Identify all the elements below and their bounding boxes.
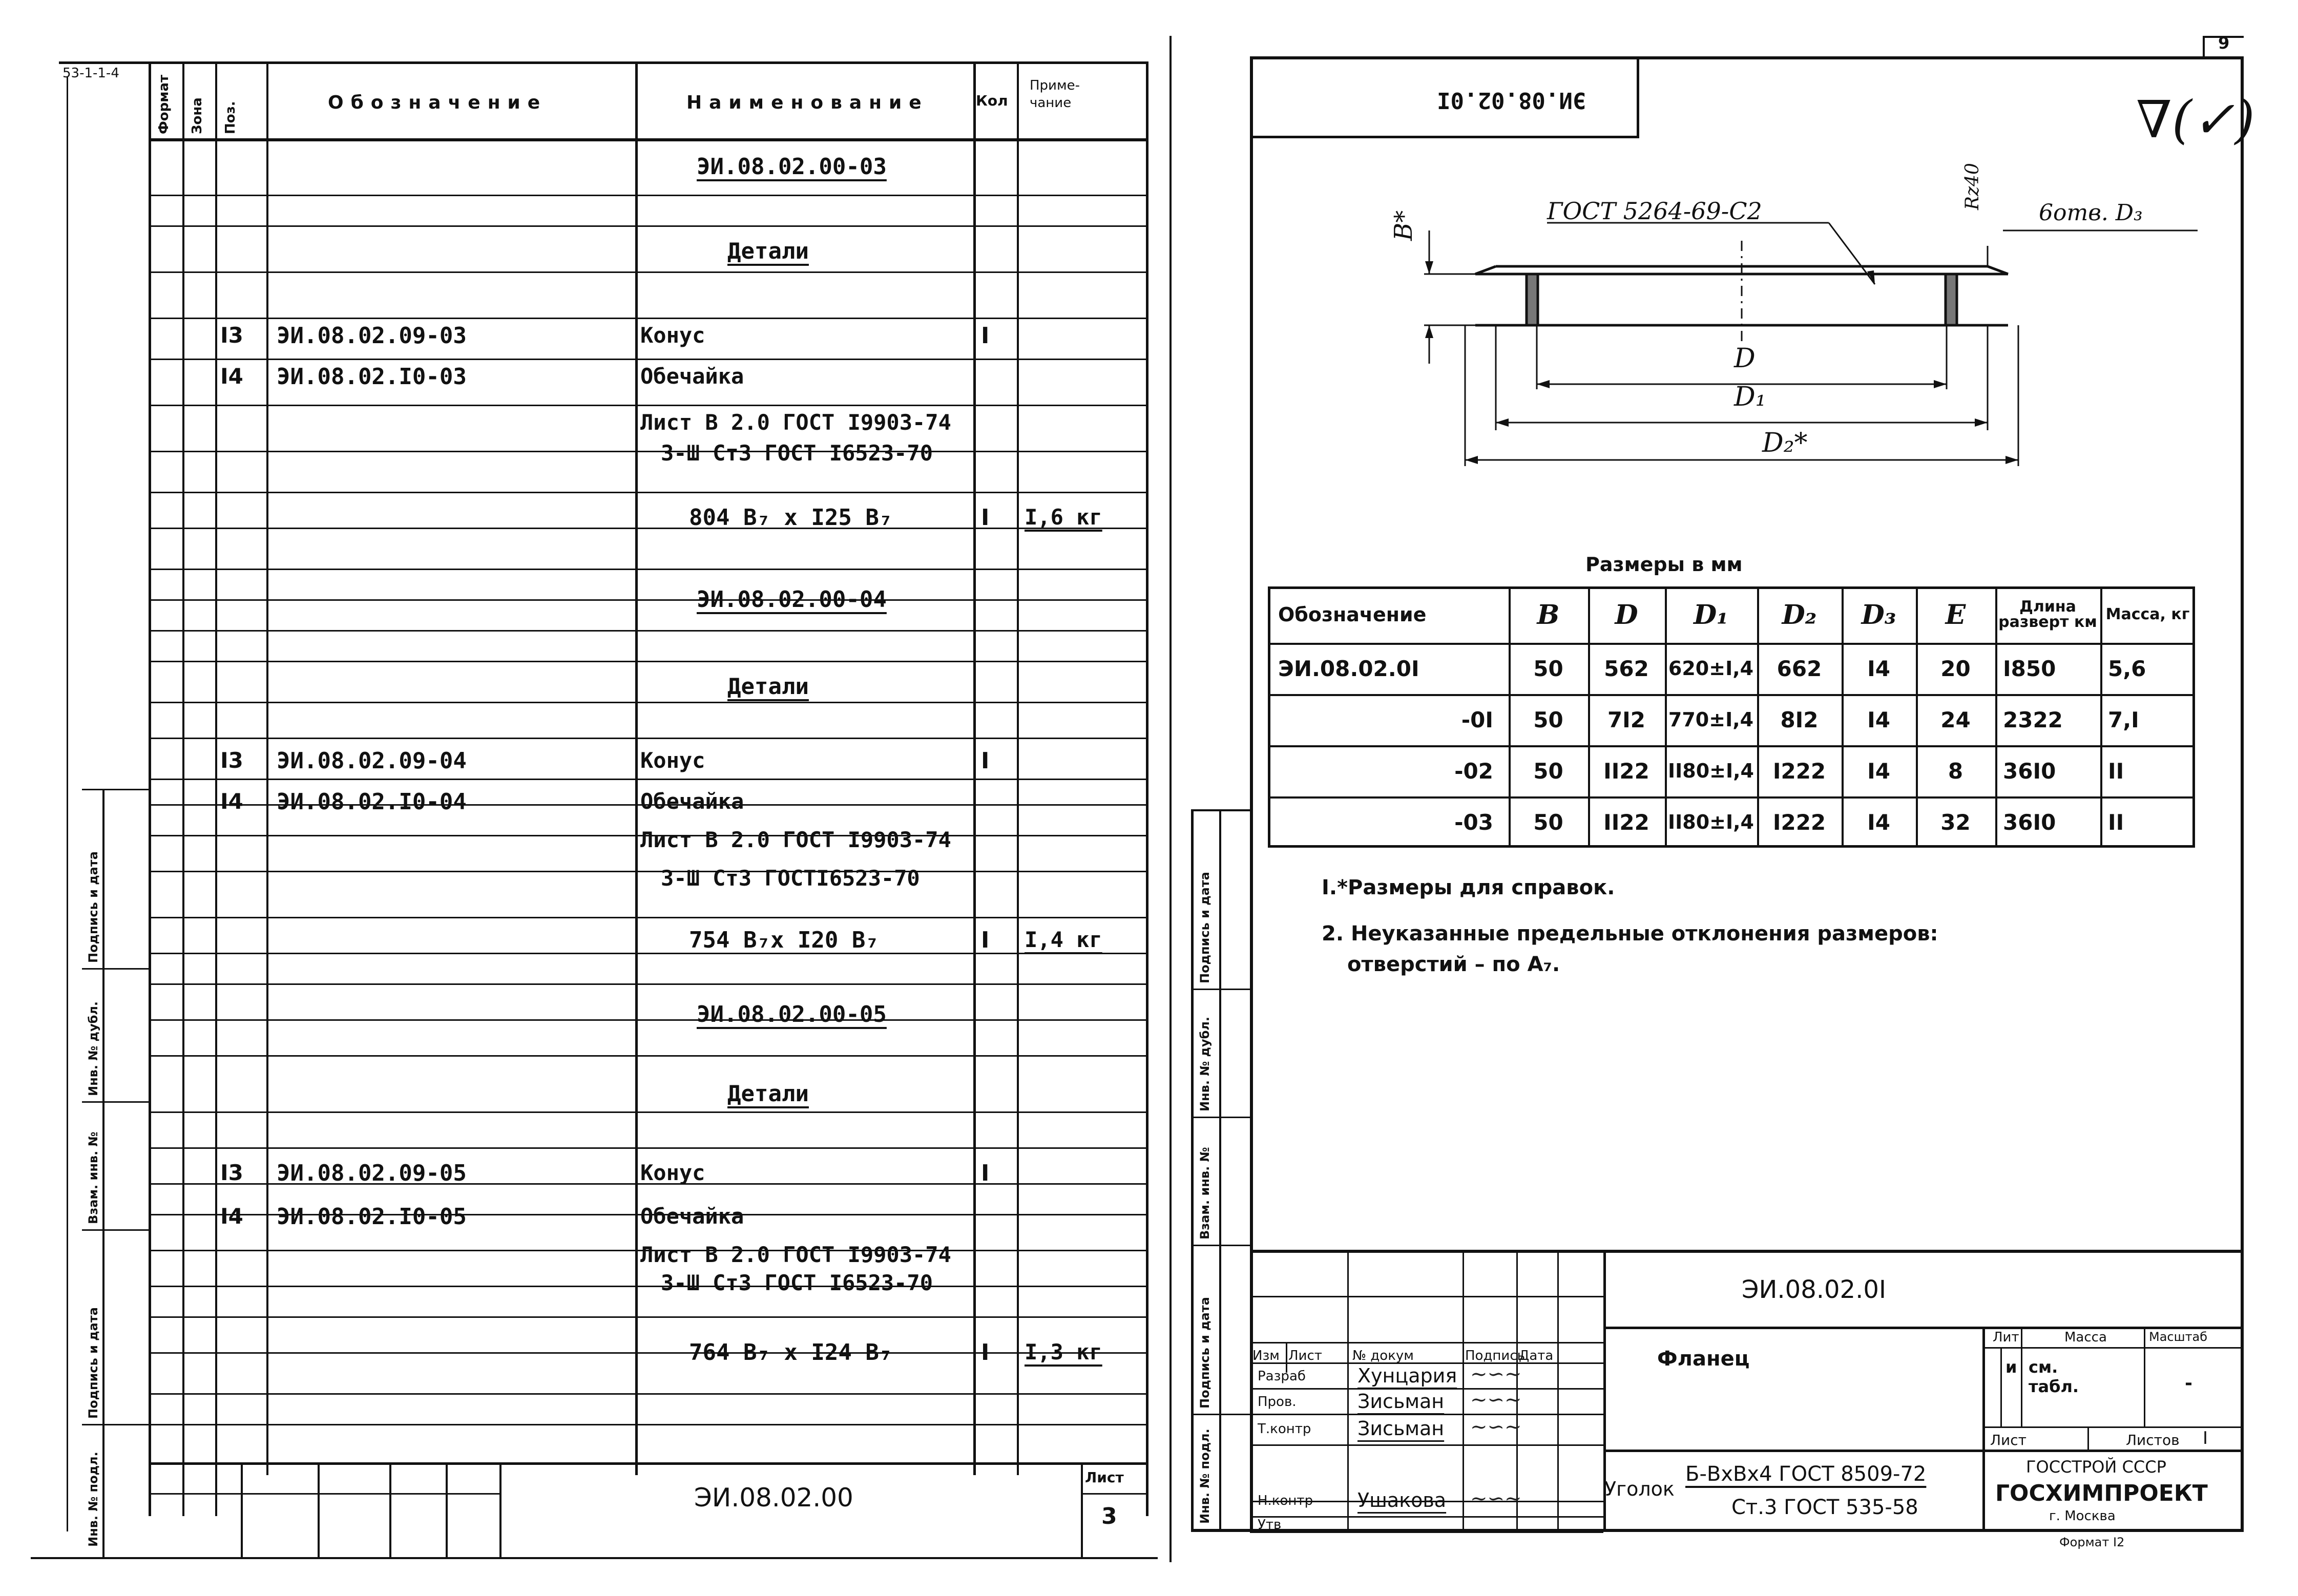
table-cell: 36I0 bbox=[2003, 809, 2056, 835]
footer-col-1 bbox=[241, 1462, 243, 1557]
row-pos: I4 bbox=[220, 789, 243, 814]
row-name: Конус bbox=[640, 748, 705, 773]
footer-col-3 bbox=[389, 1462, 391, 1557]
table-header-cell: B bbox=[1537, 599, 1560, 631]
footer-sheet-no: 3 bbox=[1101, 1503, 1117, 1529]
margin-label-5: Инв. № подл. bbox=[86, 1452, 100, 1547]
designation-col-line bbox=[635, 61, 638, 1475]
row-separator bbox=[149, 871, 1147, 872]
row-qty: I bbox=[981, 927, 990, 953]
page-no-left bbox=[2203, 36, 2205, 58]
row-name: 764 B₇ x I24 B₇ bbox=[689, 1339, 893, 1366]
table-header-cell: Масса, кг bbox=[2105, 605, 2190, 623]
tb-top bbox=[1250, 1250, 2244, 1253]
table-cell: II bbox=[2108, 758, 2124, 784]
sig-role: Разраб bbox=[1258, 1369, 1306, 1384]
tb-code-bottom bbox=[1603, 1327, 2244, 1329]
tb-org-line3: г. Москва bbox=[2049, 1508, 2116, 1524]
left-edge-line bbox=[67, 77, 68, 1531]
row-separator bbox=[149, 1019, 1147, 1021]
sig-row-line bbox=[1250, 1388, 1603, 1390]
row-name: Обечайка bbox=[640, 364, 744, 389]
weld-note: ГОСТ 5264-69-С2 bbox=[1547, 197, 1762, 225]
margin-label-1: Подпись и дата bbox=[86, 851, 100, 963]
row-separator bbox=[149, 661, 1147, 662]
format-col-line bbox=[149, 61, 151, 1516]
sig-row-line bbox=[1250, 1444, 1603, 1446]
row-separator bbox=[149, 195, 1147, 196]
tb-sheets-label: Листов bbox=[2126, 1432, 2180, 1448]
row-section-title: Детали bbox=[727, 238, 809, 264]
row-pos: I3 bbox=[220, 748, 243, 773]
tb-designation: ЭИ.08.02.0I bbox=[1742, 1275, 1887, 1304]
rmargin-line-5 bbox=[1191, 1414, 1250, 1415]
table-cell: II bbox=[2108, 809, 2124, 835]
fold-line bbox=[1169, 36, 1172, 1562]
tb-right-split bbox=[1982, 1327, 1985, 1531]
rframe-right bbox=[2241, 56, 2244, 1531]
table-cell: 50 bbox=[1533, 707, 1563, 732]
row-separator bbox=[149, 1424, 1147, 1425]
row-section-title: Детали bbox=[727, 1081, 809, 1107]
row-separator bbox=[149, 1286, 1147, 1287]
row-pos: I4 bbox=[220, 1204, 243, 1229]
table-cell: I222 bbox=[1772, 809, 1826, 835]
dim-b: B* bbox=[1389, 210, 1418, 241]
row-note: I,4 кг bbox=[1025, 927, 1102, 952]
tb-name-bottom bbox=[1603, 1450, 2244, 1452]
row-separator bbox=[149, 599, 1147, 601]
dim-d2: D₂* bbox=[1762, 428, 1808, 458]
row-name: Обечайка bbox=[640, 1204, 744, 1229]
row-separator bbox=[149, 983, 1147, 985]
table-cell: 5,6 bbox=[2108, 656, 2146, 681]
row-name: Лист В 2.0 ГОСТ I9903-74 bbox=[640, 410, 951, 435]
row-separator bbox=[149, 953, 1147, 954]
tb-lit-col2 bbox=[2021, 1327, 2022, 1426]
code-box-right bbox=[1637, 56, 1639, 138]
table-header-cell: D bbox=[1615, 599, 1638, 631]
sig-role: Пров. bbox=[1258, 1394, 1297, 1410]
rmargin-label-4: Подпись и дата bbox=[1198, 1297, 1212, 1409]
table-cell: I222 bbox=[1772, 758, 1826, 784]
corner-stamp: 53-1-1-4 bbox=[62, 66, 119, 81]
header-zone: Зона bbox=[190, 97, 205, 134]
row-separator bbox=[149, 702, 1147, 703]
row-separator bbox=[149, 225, 1147, 227]
sig-person-name: Хунцария bbox=[1357, 1364, 1457, 1387]
row-separator bbox=[149, 1055, 1147, 1057]
table-cell: -0I bbox=[1461, 707, 1493, 732]
sig-row-line bbox=[1250, 1296, 1603, 1297]
header-name: Наименование bbox=[686, 92, 929, 113]
row-designation: ЭИ.08.02.09-05 bbox=[277, 1160, 467, 1186]
footer-col-6 bbox=[1081, 1462, 1083, 1557]
row-pos: I3 bbox=[220, 1160, 243, 1185]
row-separator bbox=[149, 492, 1147, 493]
tb-scale-value: - bbox=[2185, 1373, 2192, 1394]
note-1: I.*Размеры для справок. bbox=[1322, 876, 1615, 899]
tb-material-prefix: Уголок bbox=[1604, 1478, 1675, 1500]
signature-scribble: ~∽~ bbox=[1470, 1415, 1522, 1439]
dimensions-table bbox=[1268, 586, 2226, 843]
rmargin-outer bbox=[1191, 809, 1194, 1531]
row-name: 754 B₇x I20 B₇ bbox=[689, 927, 879, 953]
rframe-top bbox=[1250, 56, 2244, 59]
sig-col-header: Подпись bbox=[1465, 1348, 1525, 1363]
qty-col-line bbox=[1017, 61, 1019, 1475]
header-pos: Поз. bbox=[223, 101, 238, 134]
margin-line-4 bbox=[82, 1229, 149, 1231]
table-header-cell: D₂ bbox=[1782, 599, 1817, 631]
margin-line-5 bbox=[82, 1424, 149, 1425]
table-header-cell: Длина разверт км bbox=[1998, 598, 2097, 631]
code-box-bottom bbox=[1250, 136, 1639, 138]
frame-right-line bbox=[1146, 61, 1148, 1516]
table-caption: Размеры в мм bbox=[1585, 553, 1743, 576]
note-2: 2. Неуказанные предельные отклонения размеров: bbox=[1322, 922, 1938, 946]
rmargin-label-2: Инв. № дубл. bbox=[1198, 1016, 1212, 1111]
table-header-cell: Обозначение bbox=[1278, 603, 1427, 626]
tb-lit-col1 bbox=[2000, 1347, 2002, 1426]
table-cell: -02 bbox=[1454, 758, 1493, 784]
table-cell: 662 bbox=[1777, 656, 1822, 681]
table-cell: 50 bbox=[1533, 656, 1563, 681]
table-cell: I4 bbox=[1867, 656, 1890, 681]
sig-row-line bbox=[1250, 1516, 1603, 1518]
row-name: 3-Ш Ст3 ГОСТI6523-70 bbox=[661, 866, 920, 891]
row-pos: I4 bbox=[220, 364, 243, 389]
tb-lit-value: и bbox=[2005, 1357, 2017, 1377]
footer-designation: ЭИ.08.02.00 bbox=[694, 1483, 853, 1513]
sig-person-name: Ушакова bbox=[1357, 1489, 1447, 1511]
hole-note: 6отв. D₃ bbox=[2039, 200, 2143, 226]
roughness-icon: ∇(✓) bbox=[2136, 90, 2255, 150]
table-cell: 770±I,4 bbox=[1668, 708, 1754, 731]
row-designation: ЭИ.08.02.I0-03 bbox=[277, 364, 467, 390]
pos-col-line bbox=[215, 61, 217, 1516]
header-note: Приме- чание bbox=[1030, 78, 1080, 111]
margin-label-3: Взам. инв. № bbox=[86, 1131, 100, 1224]
table-cell: 7I2 bbox=[1607, 707, 1646, 732]
tb-org-line2: ГОСХИМПРОЕКТ bbox=[1995, 1480, 2208, 1506]
row-group-title: ЭИ.08.02.00-03 bbox=[697, 154, 887, 180]
tb-sheets-col bbox=[2087, 1426, 2089, 1450]
margin-line-3 bbox=[82, 1101, 149, 1103]
table-cell: I4 bbox=[1867, 707, 1890, 732]
row-name: Лист В 2.0 ГОСТ I9903-74 bbox=[640, 827, 951, 852]
signature-scribble: ~∽~ bbox=[1470, 1362, 1522, 1386]
sig-col-line bbox=[1463, 1250, 1464, 1531]
sig-col-line bbox=[1557, 1250, 1559, 1531]
sig-col-line bbox=[1286, 1342, 1287, 1373]
row-name: Лист В 2.0 ГОСТ I9903-74 bbox=[640, 1242, 951, 1267]
table-cell: ЭИ.08.02.0I bbox=[1278, 656, 1419, 681]
row-designation: ЭИ.08.02.09-03 bbox=[277, 323, 467, 349]
row-separator bbox=[149, 528, 1147, 529]
sig-role: Н.контр bbox=[1258, 1493, 1313, 1508]
row-separator bbox=[149, 1352, 1147, 1354]
table-cell: II80±I,4 bbox=[1667, 811, 1754, 833]
rmargin-line-2 bbox=[1191, 989, 1250, 990]
row-qty: I bbox=[981, 1339, 990, 1366]
sig-role: Т.контр bbox=[1258, 1421, 1311, 1437]
row-separator bbox=[149, 359, 1147, 360]
row-designation: ЭИ.08.02.I0-05 bbox=[277, 1204, 467, 1230]
sig-col-header: Изм bbox=[1252, 1348, 1280, 1363]
zone-col-line bbox=[182, 61, 184, 1516]
margin-line-1 bbox=[82, 789, 149, 790]
row-separator bbox=[149, 318, 1147, 319]
row-name: 3-Ш Ст3 ГОСТ I6523-70 bbox=[661, 440, 933, 466]
roughness-local: Rz40 bbox=[1962, 163, 1983, 210]
table-cell: 50 bbox=[1533, 809, 1563, 835]
pos-right-line bbox=[266, 61, 268, 1475]
table-cell: 32 bbox=[1940, 809, 1971, 835]
footer-sheet-line bbox=[1081, 1493, 1147, 1495]
tb-lit-col3 bbox=[2144, 1327, 2145, 1426]
row-name: 804 B₇ x I25 B₇ bbox=[689, 505, 893, 531]
table-cell: II22 bbox=[1603, 758, 1649, 784]
tb-part-name: Фланец bbox=[1657, 1347, 1750, 1371]
table-cell: 7,I bbox=[2108, 707, 2139, 732]
tb-sheet-label: Лист bbox=[1990, 1432, 2027, 1448]
tb-format: Формат I2 bbox=[2059, 1535, 2125, 1549]
row-note: I,6 кг bbox=[1025, 505, 1102, 530]
tb-lit-label: Лит bbox=[1993, 1330, 2019, 1345]
sig-person-name: Зисьман bbox=[1357, 1390, 1445, 1413]
table-cell: 8I2 bbox=[1780, 707, 1819, 732]
rmargin-line-4 bbox=[1191, 1245, 1250, 1246]
row-separator bbox=[149, 1393, 1147, 1395]
sig-row-line bbox=[1250, 1414, 1603, 1415]
tb-scale-label: Масштаб bbox=[2149, 1330, 2208, 1344]
tb-mass-label: Масса bbox=[2064, 1330, 2107, 1345]
margin-label-2: Инв. № дубл. bbox=[86, 1001, 100, 1096]
row-name: Конус bbox=[640, 323, 705, 348]
row-separator bbox=[149, 630, 1147, 632]
table-cell: I4 bbox=[1867, 809, 1890, 835]
table-cell: -03 bbox=[1454, 809, 1493, 835]
signature-scribble: ~∽~ bbox=[1470, 1388, 1522, 1412]
table-cell: 620±I,4 bbox=[1668, 657, 1754, 680]
name-col-line bbox=[973, 61, 976, 1475]
row-separator bbox=[149, 1316, 1147, 1318]
row-separator bbox=[149, 271, 1147, 273]
header-qty: Кол bbox=[976, 92, 1008, 109]
tb-sheets-value: I bbox=[2203, 1428, 2208, 1448]
header-bottom-line bbox=[149, 138, 1147, 141]
table-cell: 50 bbox=[1533, 758, 1563, 784]
header-designation: Обозначение bbox=[328, 92, 548, 113]
table-header-cell: E bbox=[1945, 599, 1966, 631]
dim-d1: D₁ bbox=[1734, 382, 1766, 412]
header-format: Формат bbox=[156, 74, 172, 134]
rmargin-label-5: Инв. № подл. bbox=[1198, 1429, 1212, 1524]
rmargin-label-1: Подпись и дата bbox=[1198, 872, 1212, 983]
row-name: Конус bbox=[640, 1160, 705, 1185]
sig-row-line bbox=[1250, 1531, 1603, 1533]
row-separator bbox=[149, 451, 1147, 452]
table-cell: 8 bbox=[1948, 758, 1963, 784]
row-designation: ЭИ.08.02.09-04 bbox=[277, 748, 467, 774]
tb-material-top: Б-ВхВх4 ГОСТ 8509-72 bbox=[1685, 1462, 1927, 1486]
rmargin-label-3: Взам. инв. № bbox=[1198, 1147, 1212, 1240]
table-header-cell: D₃ bbox=[1861, 599, 1896, 631]
table-cell: II22 bbox=[1603, 809, 1649, 835]
table-cell: 2322 bbox=[2003, 707, 2063, 732]
footer-col-2 bbox=[318, 1462, 320, 1557]
row-qty: I bbox=[981, 323, 990, 349]
table-cell: 562 bbox=[1604, 656, 1649, 681]
row-qty: I bbox=[981, 1160, 990, 1186]
sig-role: Утв bbox=[1258, 1517, 1282, 1532]
tb-org-line1: ГОССТРОЙ СССР bbox=[2026, 1457, 2166, 1477]
row-separator bbox=[149, 779, 1147, 780]
sig-person-name: Зисьман bbox=[1357, 1417, 1445, 1440]
row-qty: I bbox=[981, 748, 990, 774]
row-qty: I bbox=[981, 505, 990, 531]
row-separator bbox=[149, 1111, 1147, 1113]
rframe-left bbox=[1250, 56, 1253, 1531]
table-cell: I850 bbox=[2003, 656, 2056, 681]
row-section-title: Детали bbox=[727, 674, 809, 700]
table-cell: I4 bbox=[1867, 758, 1890, 784]
signature-scribble: ~∽~ bbox=[1470, 1487, 1522, 1510]
table-header-cell: D₁ bbox=[1694, 599, 1728, 631]
row-separator bbox=[149, 917, 1147, 918]
row-separator bbox=[149, 569, 1147, 570]
note-3: отверстий – по А₇. bbox=[1347, 953, 1560, 976]
margin-label-4: Подпись и дата bbox=[86, 1307, 100, 1419]
margin-col-line bbox=[102, 789, 105, 1557]
row-pos: I3 bbox=[220, 323, 243, 348]
sig-col-header: Лист bbox=[1288, 1348, 1322, 1363]
dim-d: D bbox=[1734, 343, 1756, 374]
page-number: 9 bbox=[2218, 33, 2230, 53]
sig-col-header: Дата bbox=[1519, 1348, 1554, 1363]
row-name: 3-Ш Ст3 ГОСТ I6523-70 bbox=[661, 1270, 933, 1295]
row-designation: ЭИ.08.02.I0-04 bbox=[277, 789, 467, 815]
table-cell: II80±I,4 bbox=[1667, 760, 1754, 782]
rmargin-col bbox=[1219, 809, 1221, 1531]
top-code: ЭИ.08.02.0I bbox=[1437, 87, 1586, 113]
sig-row-line bbox=[1250, 1342, 1603, 1343]
tb-material-bottom: Ст.3 ГОСТ 535-58 bbox=[1731, 1496, 1918, 1519]
rmargin-line-3 bbox=[1191, 1117, 1250, 1118]
row-group-title: ЭИ.08.02.00-05 bbox=[697, 1001, 887, 1027]
tb-mass-value: см. табл. bbox=[2029, 1357, 2079, 1396]
row-separator bbox=[149, 738, 1147, 739]
row-name: Обечайка bbox=[640, 789, 744, 814]
sig-col-header: № докум bbox=[1352, 1348, 1414, 1363]
footer-mid-line bbox=[149, 1493, 499, 1495]
table-cell: 24 bbox=[1940, 707, 1971, 732]
rmargin-line-1 bbox=[1191, 809, 1250, 811]
footer-sheet-label: Лист bbox=[1085, 1469, 1124, 1486]
row-separator bbox=[149, 405, 1147, 406]
row-group-title: ЭИ.08.02.00-04 bbox=[697, 586, 887, 613]
margin-line-2 bbox=[82, 968, 149, 970]
row-note: I,3 кг bbox=[1025, 1339, 1102, 1364]
table-cell: 20 bbox=[1940, 656, 1971, 681]
frame-top-line bbox=[59, 61, 1147, 64]
footer-col-4 bbox=[446, 1462, 448, 1557]
sig-col-line bbox=[1347, 1250, 1349, 1531]
frame-bottom-line bbox=[31, 1557, 1158, 1559]
table-cell: 36I0 bbox=[2003, 758, 2056, 784]
row-separator bbox=[149, 1147, 1147, 1149]
footer-top-line bbox=[149, 1462, 1147, 1465]
footer-col-5 bbox=[499, 1462, 502, 1557]
